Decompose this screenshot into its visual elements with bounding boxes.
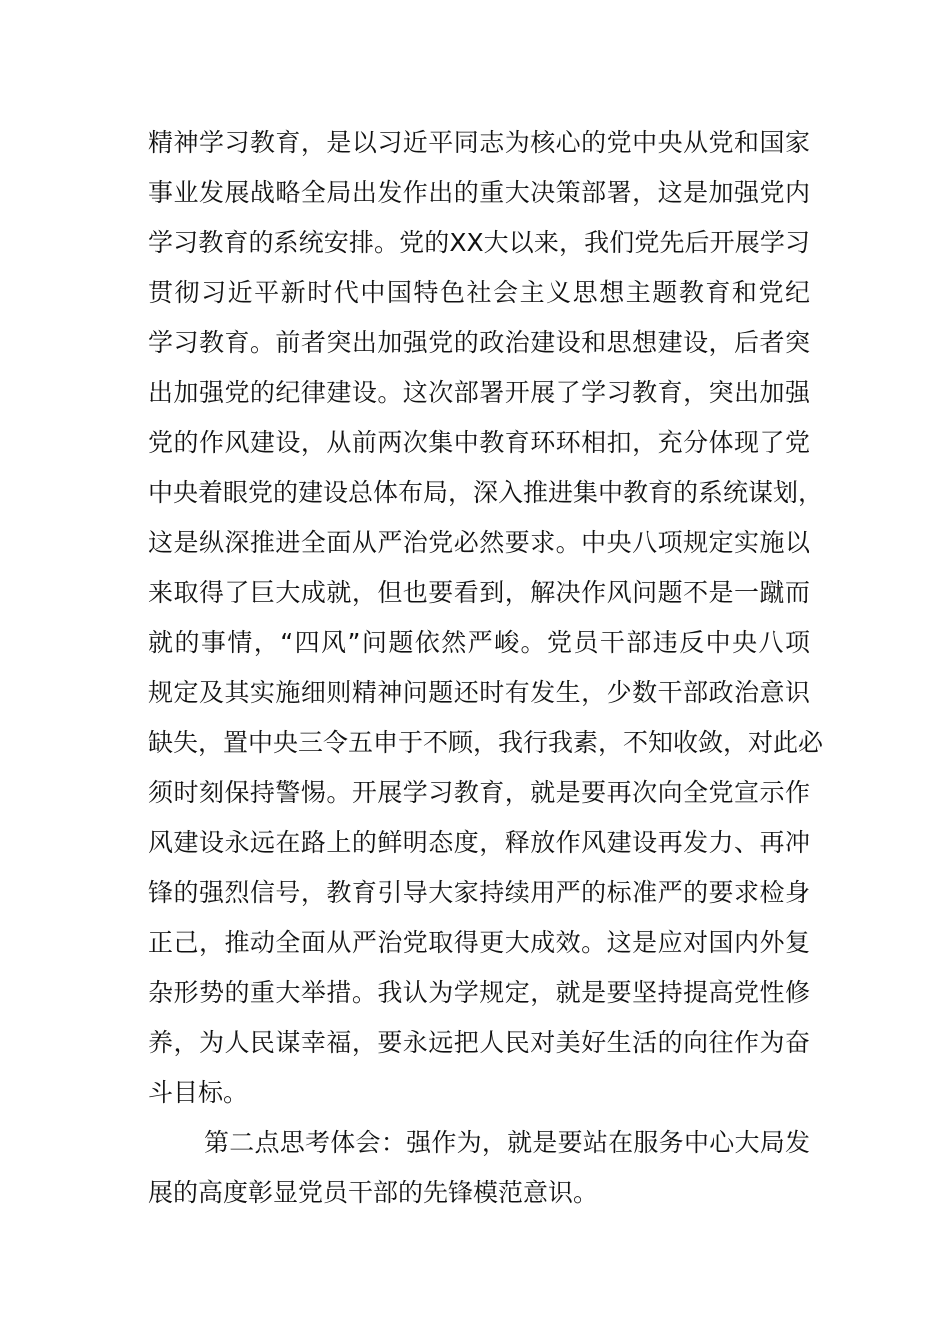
text-line: 展的高度彰显党员干部的先锋模范意识。 [148, 1178, 599, 1207]
text-line: 这是纵深推进全面从严治党必然要求。中央八项规定实施以 [148, 528, 810, 557]
text-line: 来取得了巨大成就，但也要看到，解决作风问题不是一蹴而 [148, 578, 810, 607]
text-line: 出加强党的纪律建设。这次部署开展了学习教育，突出加强 [148, 378, 810, 407]
text-line: 就的事情，“四风”问题依然严峻。党员干部违反中央八项 [148, 628, 810, 657]
text-line: 学习教育的系统安排。党的XX大以来，我们党先后开展学习 [148, 228, 810, 257]
document-page [148, 118, 824, 1218]
text-line: 须时刻保持警惕。开展学习教育，就是要再次向全党宣示作 [148, 778, 810, 807]
text-line: 学习教育。前者突出加强党的政治建设和思想建设，后者突 [148, 328, 810, 357]
text-line: 中央着眼党的建设总体布局，深入推进集中教育的系统谋划， [148, 478, 824, 507]
text-line: 斗目标。 [148, 1078, 249, 1107]
text-line: 事业发展战略全局出发作出的重大决策部署，这是加强党内 [148, 178, 810, 207]
text-line: 锋的强烈信号，教育引导大家持续用严的标准严的要求检身 [148, 878, 810, 907]
text-line: 正己，推动全面从严治党取得更大成效。这是应对国内外复 [148, 928, 810, 957]
text-line: 规定及其实施细则精神问题还时有发生，少数干部政治意识 [148, 678, 810, 707]
paragraph-1 [148, 118, 824, 1118]
text-line: 第二点思考体会：强作为，就是要站在服务中心大局发 [204, 1128, 810, 1157]
text-line: 杂形势的重大举措。我认为学规定，就是要坚持提高党性修 [148, 978, 810, 1007]
text-line: 党的作风建设，从前两次集中教育环环相扣，充分体现了党 [148, 428, 810, 457]
text-line: 缺失，置中央三令五申于不顾，我行我素，不知收敛，对此必 [148, 728, 824, 757]
text-line: 养，为人民谋幸福，要永远把人民对美好生活的向往作为奋 [148, 1028, 810, 1057]
text-line: 贯彻习近平新时代中国特色社会主义思想主题教育和党纪 [148, 278, 810, 307]
text-line: 精神学习教育，是以习近平同志为核心的党中央从党和国家 [148, 128, 810, 157]
paragraph-2 [148, 1118, 810, 1218]
text-line: 风建设永远在路上的鲜明态度，释放作风建设再发力、再冲 [148, 828, 810, 857]
